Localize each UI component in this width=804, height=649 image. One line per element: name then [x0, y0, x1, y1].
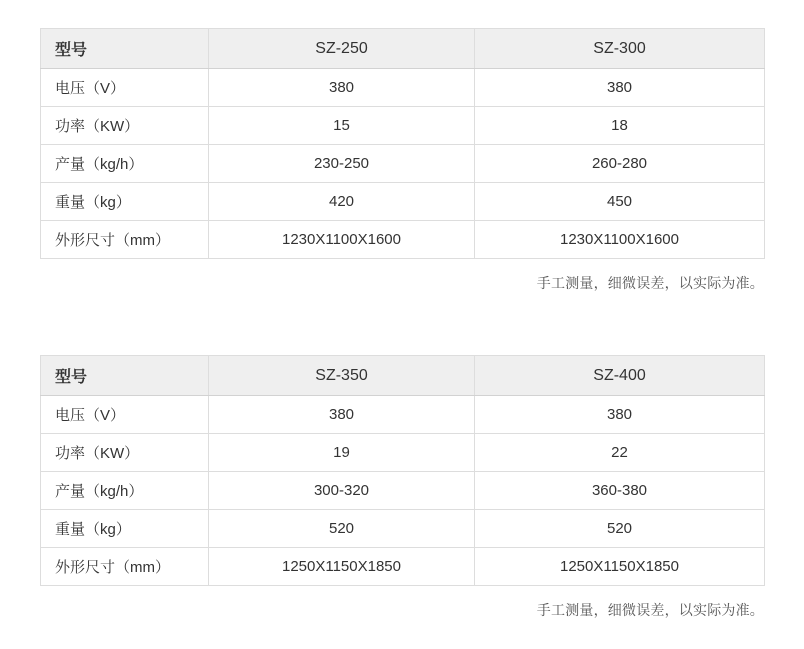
row-value: 1230X1100X1600 — [475, 221, 765, 259]
table-row — [41, 107, 765, 145]
row-value: 380 — [209, 396, 475, 434]
row-label: 产量（kg/h） — [41, 145, 209, 183]
table-row — [41, 145, 765, 183]
row-value: 360-380 — [475, 472, 765, 510]
table-row — [41, 510, 765, 548]
row-value: 18 — [475, 107, 765, 145]
row-label: 功率（KW） — [41, 107, 209, 145]
row-value: 260-280 — [475, 145, 765, 183]
column-header-model-2: SZ-400 — [475, 356, 765, 396]
row-value: 1250X1150X1850 — [475, 548, 765, 586]
table-header-row — [41, 356, 765, 396]
row-label: 重量（kg） — [41, 183, 209, 221]
table-row — [41, 472, 765, 510]
row-label: 电压（V） — [41, 69, 209, 107]
table-row — [41, 548, 765, 586]
row-label: 产量（kg/h） — [41, 472, 209, 510]
row-value: 380 — [475, 396, 765, 434]
row-value: 19 — [209, 434, 475, 472]
row-value: 450 — [475, 183, 765, 221]
row-value: 22 — [475, 434, 765, 472]
table-row — [41, 396, 765, 434]
spec-block-1 — [40, 28, 764, 293]
column-header-model-2: SZ-300 — [475, 29, 765, 69]
measurement-note: 手工测量，细微误差，以实际为准。 — [536, 275, 764, 291]
table-row — [41, 434, 765, 472]
row-value: 1230X1100X1600 — [209, 221, 475, 259]
column-header-model-label: 型号 — [41, 29, 209, 69]
row-label: 外形尺寸（mm） — [41, 548, 209, 586]
column-header-model-1: SZ-250 — [209, 29, 475, 69]
measurement-note: 手工测量，细微误差，以实际为准。 — [536, 602, 764, 618]
spec-table-1 — [40, 28, 765, 259]
row-value: 520 — [475, 510, 765, 548]
row-value: 1250X1150X1850 — [209, 548, 475, 586]
row-value: 420 — [209, 183, 475, 221]
table-row — [41, 183, 765, 221]
row-label: 功率（KW） — [41, 434, 209, 472]
row-value: 380 — [209, 69, 475, 107]
row-label: 电压（V） — [41, 396, 209, 434]
column-header-model-label: 型号 — [41, 356, 209, 396]
row-value: 520 — [209, 510, 475, 548]
table-row — [41, 69, 765, 107]
row-value: 15 — [209, 107, 475, 145]
row-value: 380 — [475, 69, 765, 107]
table-header-row — [41, 29, 765, 69]
spec-block-2 — [40, 355, 764, 620]
column-header-model-1: SZ-350 — [209, 356, 475, 396]
spec-table-2 — [40, 355, 765, 586]
table-row — [41, 221, 765, 259]
row-label: 外形尺寸（mm） — [41, 221, 209, 259]
row-value: 230-250 — [209, 145, 475, 183]
row-label: 重量（kg） — [41, 510, 209, 548]
row-value: 300-320 — [209, 472, 475, 510]
